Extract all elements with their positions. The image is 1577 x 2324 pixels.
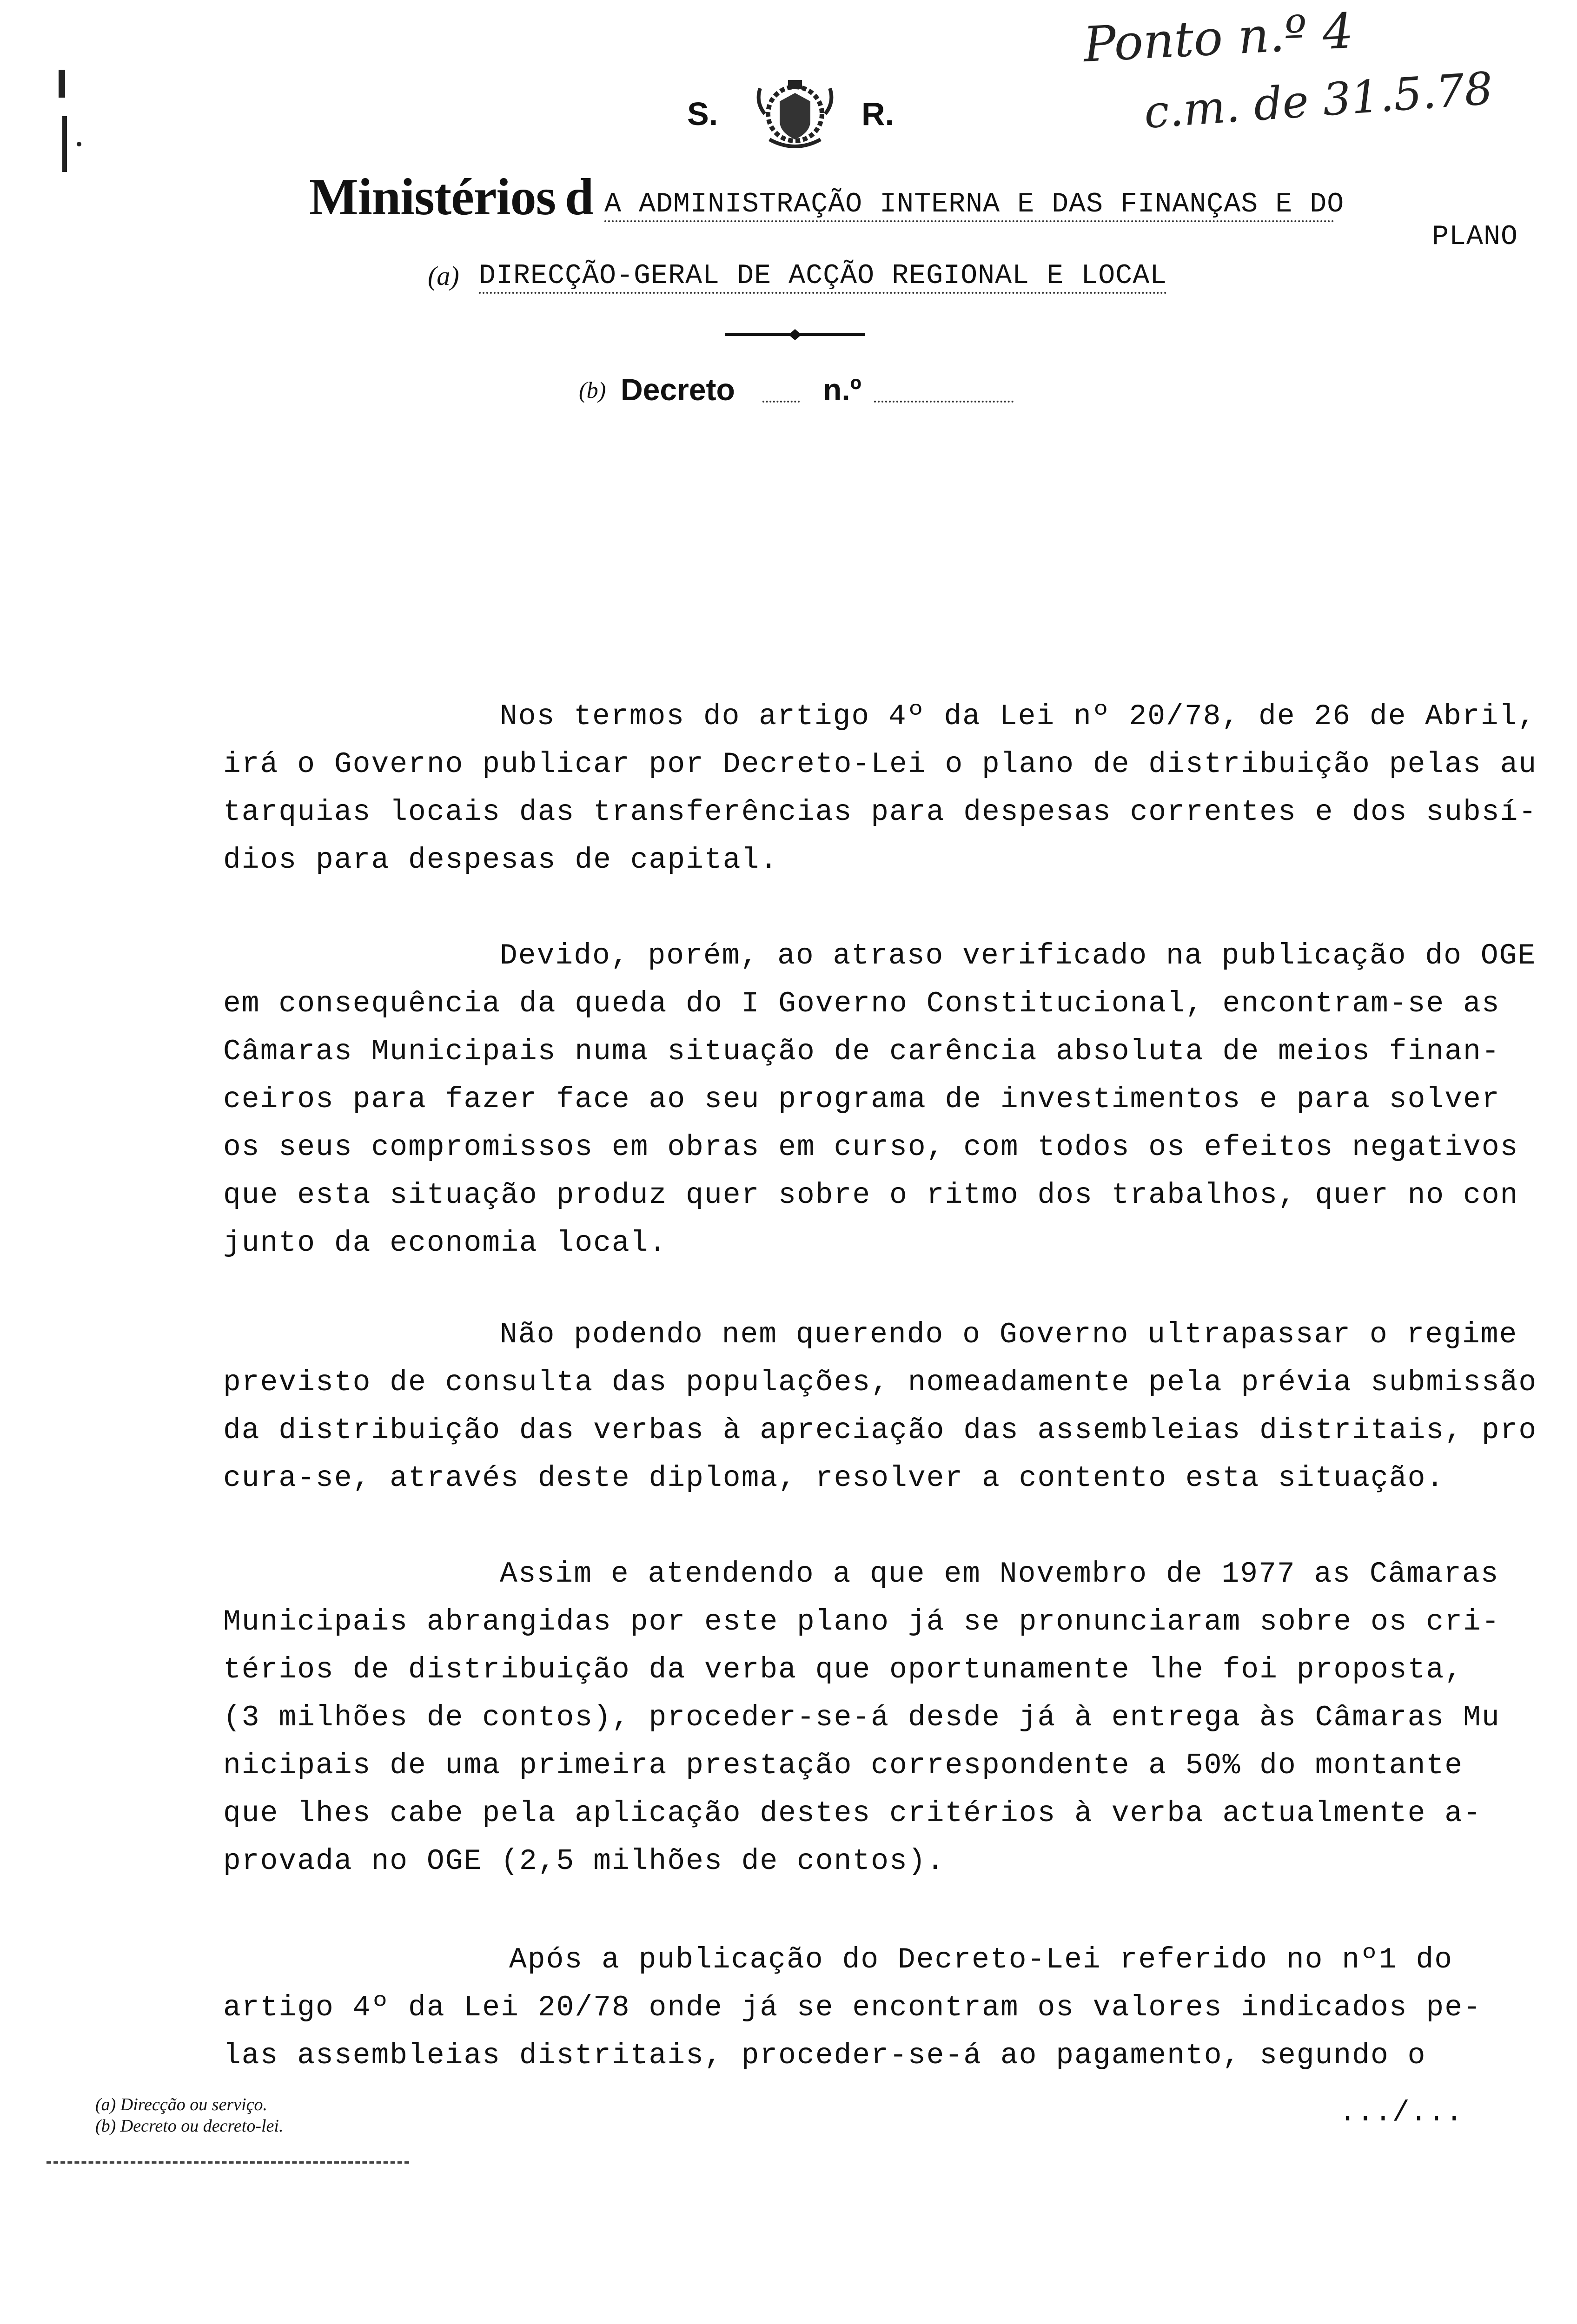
- text-line: irá o Governo publicar por Decreto-Lei o plano de distribuição pelas au: [223, 748, 1537, 781]
- text-line: junto da economia local.: [223, 1227, 668, 1260]
- text-line: Não podendo nem querendo o Governo ultrapassar o regime: [500, 1318, 1518, 1351]
- paragraph-4: [223, 1550, 1500, 1885]
- ministerios-letter-d: d: [565, 168, 594, 226]
- ministry-name-text: A ADMINISTRAÇÃO INTERNA E DAS FINANÇAS E DO: [604, 189, 1345, 220]
- text-line: tarquias locais das transferências para despesas correntes e dos subsí-: [223, 796, 1537, 829]
- text-line: que lhes cabe pela aplicação destes critérios à verba actualmente a-: [223, 1797, 1482, 1830]
- decreto-type-blank: [762, 401, 800, 403]
- text-line: Após a publicação do Decreto-Lei referido no nº1 do: [509, 1943, 1453, 1976]
- marker-b: (b): [579, 377, 606, 403]
- handwritten-meeting-date: c.m. de 31.5.78: [1142, 62, 1495, 139]
- footnote-b: (b) Decreto ou decreto-lei.: [95, 2116, 284, 2136]
- header-r: R.: [861, 96, 894, 132]
- text-line: Câmaras Municipais numa situação de carência absoluta de meios finan-: [223, 1035, 1500, 1068]
- text-line: em consequência da queda do I Governo Constitucional, encontram-se as: [223, 987, 1500, 1020]
- text-line: previsto de consulta das populações, nomeadamente pela prévia submissão: [223, 1366, 1537, 1399]
- text-line: nicipais de uma primeira prestação correspondente a 50% do montante: [223, 1749, 1464, 1782]
- paragraph-5: [223, 1936, 1482, 2080]
- handwritten-point-number: Ponto n.º 4: [1082, 2, 1355, 73]
- header-s: S.: [687, 96, 718, 132]
- decreto-number-blank: [874, 401, 1014, 403]
- text-line: artigo 4º da Lei 20/78 onde já se encontram os valores indicados pe-: [223, 1991, 1482, 2024]
- coat-of-arms-icon: [751, 74, 839, 153]
- text-line: Assim e atendendo a que em Novembro de 1977 as Câmaras: [500, 1558, 1499, 1591]
- direccao-geral: DIRECÇÃO-GERAL DE ACÇÃO REGIONAL E LOCAL: [479, 260, 1167, 294]
- text-line: provada no OGE (2,5 milhões de contos).: [223, 1845, 945, 1878]
- numero-label: n.º: [823, 372, 861, 407]
- text-line: (3 milhões de contos), proceder-se-á desde já à entrega às Câmaras Mu: [223, 1701, 1500, 1734]
- paragraph-3: [223, 1311, 1537, 1502]
- text-line: da distribuição das verbas à apreciação das assembleias distritais, pro: [223, 1414, 1537, 1447]
- text-line: os seus compromissos em obras em curso, com todos os efeitos negativos: [223, 1131, 1519, 1164]
- marker-a: (a): [428, 261, 459, 291]
- footnotes: [95, 2094, 283, 2137]
- text-line: dios para despesas de capital.: [223, 844, 779, 877]
- continuation-marker: .../...: [1339, 2096, 1464, 2129]
- text-line: las assembleias distritais, proceder-se-á ao pagamento, segundo o: [223, 2039, 1426, 2072]
- ornament-divider: [725, 325, 865, 344]
- text-line: Devido, porém, ao atraso verificado na publicação do OGE: [500, 939, 1537, 972]
- text-line: ceiros para fazer face ao seu programa de investimentos e para solver: [223, 1083, 1500, 1116]
- text-line: que esta situação produz quer sobre o ritmo dos trabalhos, quer no con: [223, 1179, 1519, 1212]
- footnote-a: (a) Direcção ou serviço.: [95, 2095, 268, 2114]
- text-line: Nos termos do artigo 4º da Lei nº 20/78, de 26 de Abril,: [500, 700, 1537, 733]
- decreto-label: Decreto: [621, 372, 735, 407]
- paragraph-2: [223, 932, 1536, 1267]
- ministerios-heading: Ministérios: [309, 168, 556, 226]
- text-line: cura-se, através deste diploma, resolver a contento esta situação.: [223, 1462, 1445, 1495]
- text-line: térios de distribuição da verba que oportunamente lhe foi proposta,: [223, 1653, 1464, 1686]
- ministry-name: [604, 189, 1345, 222]
- paragraph-1: [223, 693, 1537, 884]
- margin-mark: [46, 60, 84, 181]
- ministry-name-continuation: PLANO: [1432, 221, 1518, 253]
- bottom-border-line: [46, 2161, 409, 2164]
- text-line: Municipais abrangidas por este plano já se pronunciaram sobre os cri-: [223, 1605, 1500, 1638]
